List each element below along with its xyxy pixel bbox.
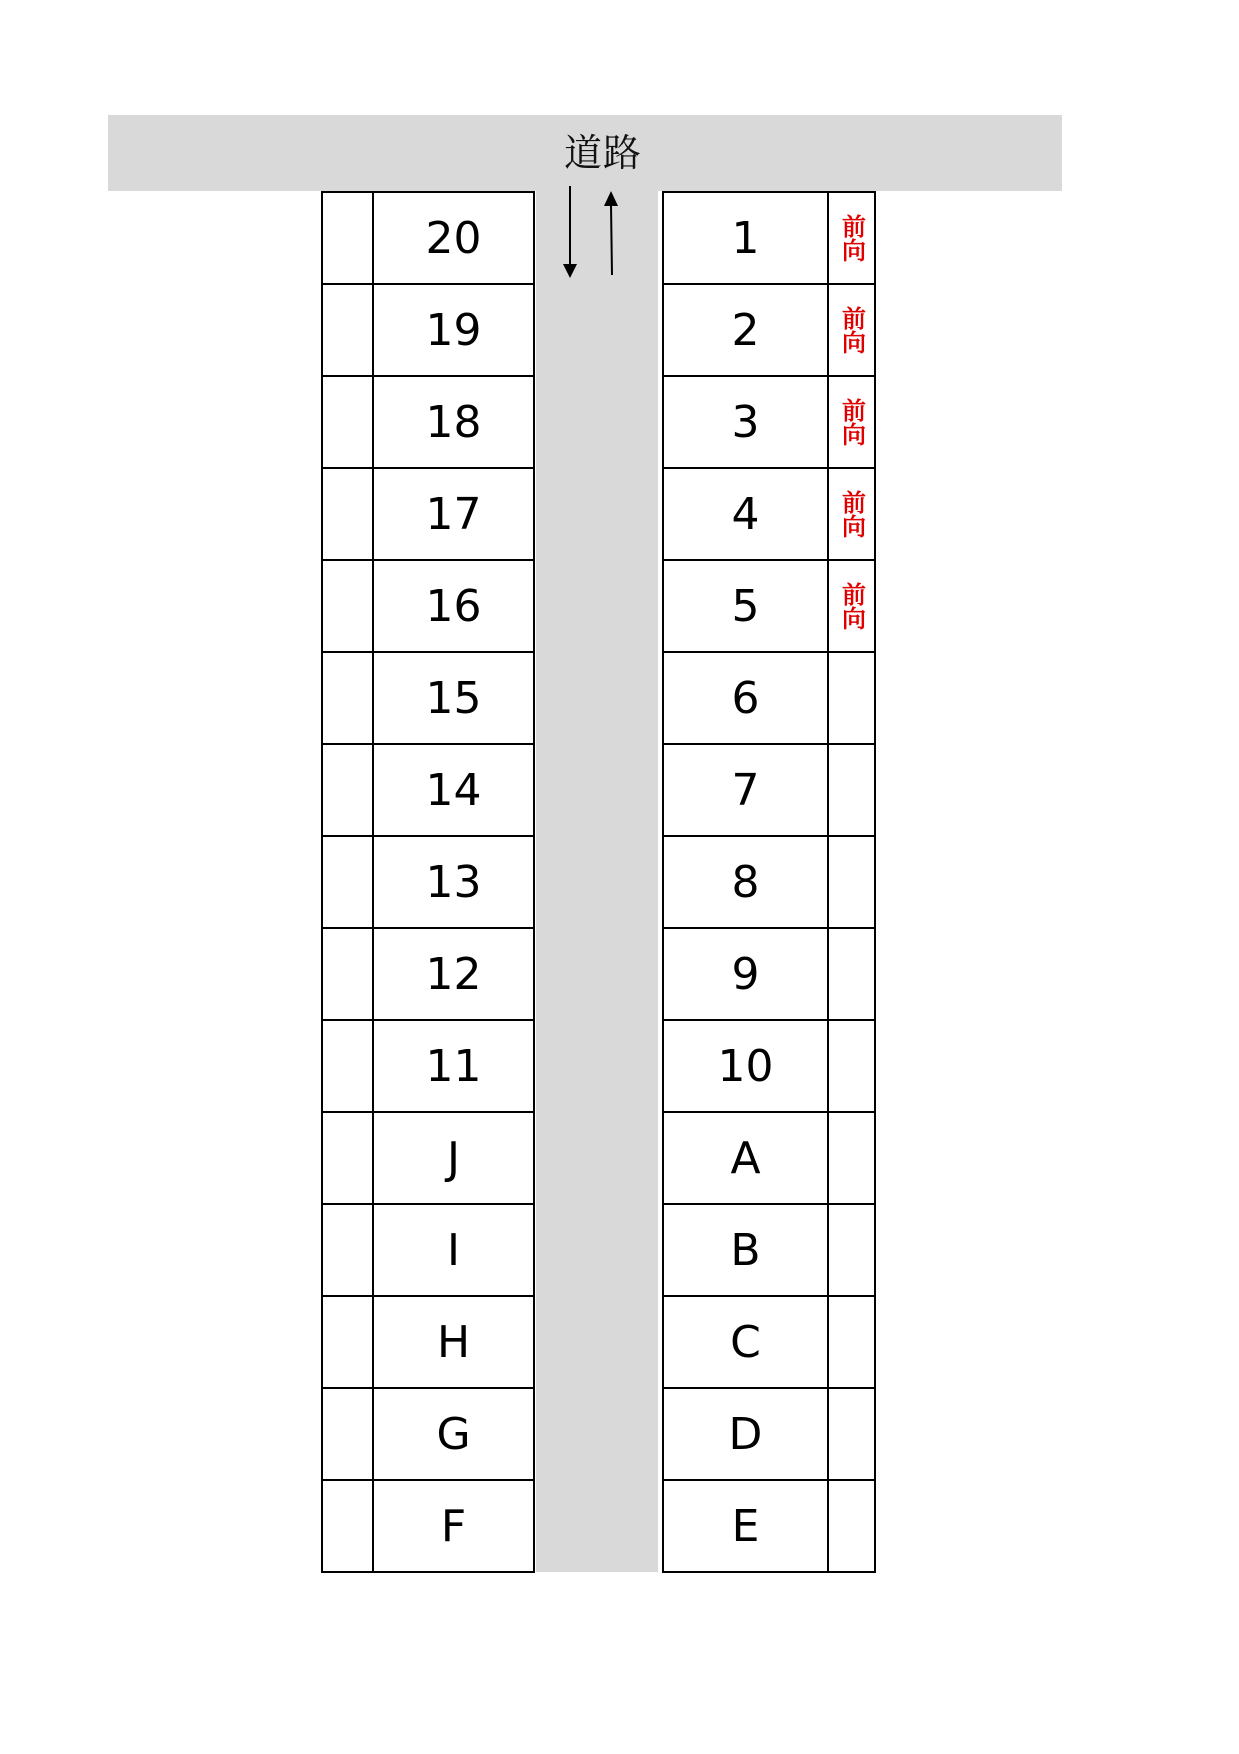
parking-slot[interactable] bbox=[372, 283, 535, 375]
side-cell bbox=[321, 651, 372, 743]
slot-label: 5 bbox=[731, 580, 760, 632]
parking-slot[interactable] bbox=[372, 1111, 535, 1203]
slot-label: 2 bbox=[731, 304, 760, 356]
side-cell bbox=[321, 743, 372, 835]
parking-row bbox=[662, 1019, 876, 1111]
side-cell bbox=[827, 743, 876, 835]
parking-slot[interactable] bbox=[662, 375, 827, 467]
parking-row bbox=[662, 1203, 876, 1295]
parking-slot[interactable] bbox=[372, 1479, 535, 1573]
parking-row bbox=[321, 559, 535, 651]
side-cell bbox=[827, 835, 876, 927]
parking-slot[interactable] bbox=[662, 283, 827, 375]
parking-slot[interactable] bbox=[372, 1203, 535, 1295]
left-parking-column bbox=[321, 191, 535, 1571]
side-cell bbox=[827, 1479, 876, 1573]
slot-label: D bbox=[728, 1408, 763, 1460]
slot-label: 16 bbox=[425, 580, 482, 632]
parking-row bbox=[662, 375, 876, 467]
side-cell bbox=[321, 559, 372, 651]
slot-label: E bbox=[731, 1500, 760, 1552]
side-cell bbox=[321, 1203, 372, 1295]
side-cell bbox=[827, 191, 876, 283]
front-facing-note: 前向 bbox=[837, 582, 866, 630]
parking-slot[interactable] bbox=[662, 651, 827, 743]
driveway-aisle bbox=[536, 191, 658, 1572]
side-cell bbox=[827, 1203, 876, 1295]
side-cell bbox=[321, 467, 372, 559]
parking-slot[interactable] bbox=[372, 1019, 535, 1111]
slot-label: 14 bbox=[425, 764, 482, 816]
side-cell bbox=[321, 1387, 372, 1479]
side-cell bbox=[827, 467, 876, 559]
front-facing-note: 前向 bbox=[837, 306, 866, 354]
parking-slot[interactable] bbox=[662, 743, 827, 835]
side-cell bbox=[321, 1019, 372, 1111]
side-cell bbox=[827, 559, 876, 651]
slot-label: J bbox=[447, 1132, 460, 1184]
parking-row bbox=[321, 743, 535, 835]
parking-row bbox=[321, 283, 535, 375]
front-facing-note: 前向 bbox=[837, 490, 866, 538]
side-cell bbox=[827, 927, 876, 1019]
side-cell bbox=[321, 375, 372, 467]
slot-label: B bbox=[730, 1224, 761, 1276]
side-cell bbox=[827, 1387, 876, 1479]
parking-row bbox=[662, 467, 876, 559]
parking-row bbox=[321, 467, 535, 559]
slot-label: 10 bbox=[717, 1040, 774, 1092]
parking-slot[interactable] bbox=[372, 835, 535, 927]
slot-label: 11 bbox=[425, 1040, 482, 1092]
parking-slot[interactable] bbox=[662, 1479, 827, 1573]
front-facing-note: 前向 bbox=[837, 398, 866, 446]
parking-row bbox=[321, 927, 535, 1019]
parking-slot[interactable] bbox=[372, 191, 535, 283]
parking-row bbox=[662, 927, 876, 1019]
parking-row bbox=[321, 1111, 535, 1203]
parking-row bbox=[662, 1295, 876, 1387]
slot-label: 18 bbox=[425, 396, 482, 448]
parking-row bbox=[662, 283, 876, 375]
parking-slot[interactable] bbox=[662, 835, 827, 927]
slot-label: 12 bbox=[425, 948, 482, 1000]
parking-row bbox=[321, 1203, 535, 1295]
parking-row bbox=[321, 1295, 535, 1387]
side-cell bbox=[321, 283, 372, 375]
parking-slot[interactable] bbox=[662, 927, 827, 1019]
slot-label: A bbox=[730, 1132, 761, 1184]
parking-slot[interactable] bbox=[372, 743, 535, 835]
slot-label: 6 bbox=[731, 672, 760, 724]
slot-label: 20 bbox=[425, 212, 482, 264]
parking-slot[interactable] bbox=[662, 1019, 827, 1111]
side-cell bbox=[827, 1019, 876, 1111]
side-cell bbox=[321, 1295, 372, 1387]
slot-label: 7 bbox=[731, 764, 760, 816]
parking-slot[interactable] bbox=[372, 375, 535, 467]
parking-row bbox=[662, 559, 876, 651]
slot-label: 1 bbox=[731, 212, 760, 264]
parking-slot[interactable] bbox=[372, 467, 535, 559]
side-cell bbox=[321, 1479, 372, 1573]
parking-slot[interactable] bbox=[662, 1295, 827, 1387]
slot-label: H bbox=[436, 1316, 471, 1368]
parking-slot[interactable] bbox=[372, 559, 535, 651]
road-label: 道路 bbox=[563, 131, 642, 175]
slot-label: 15 bbox=[425, 672, 482, 724]
side-cell bbox=[827, 283, 876, 375]
slot-label: I bbox=[447, 1224, 460, 1276]
side-cell bbox=[321, 191, 372, 283]
parking-row bbox=[321, 651, 535, 743]
side-cell bbox=[827, 1295, 876, 1387]
parking-slot[interactable] bbox=[662, 467, 827, 559]
right-parking-column bbox=[662, 191, 876, 1571]
parking-slot[interactable] bbox=[372, 1387, 535, 1479]
parking-slot[interactable] bbox=[372, 927, 535, 1019]
side-cell bbox=[827, 651, 876, 743]
slot-label: 3 bbox=[731, 396, 760, 448]
slot-label: 17 bbox=[425, 488, 482, 540]
slot-label: 19 bbox=[425, 304, 482, 356]
parking-row bbox=[321, 1387, 535, 1479]
parking-slot[interactable] bbox=[662, 559, 827, 651]
parking-row bbox=[662, 1479, 876, 1571]
parking-row bbox=[662, 191, 876, 283]
slot-label: 4 bbox=[731, 488, 760, 540]
front-facing-note: 前向 bbox=[837, 214, 866, 262]
slot-label: G bbox=[436, 1408, 471, 1460]
parking-row bbox=[321, 1019, 535, 1111]
side-cell bbox=[321, 927, 372, 1019]
parking-row bbox=[662, 835, 876, 927]
parking-slot[interactable] bbox=[662, 1203, 827, 1295]
side-cell bbox=[827, 375, 876, 467]
parking-row bbox=[321, 375, 535, 467]
parking-row bbox=[662, 1111, 876, 1203]
slot-label: 13 bbox=[425, 856, 482, 908]
parking-row bbox=[662, 1387, 876, 1479]
parking-slot[interactable] bbox=[372, 1295, 535, 1387]
parking-row bbox=[321, 1479, 535, 1571]
parking-slot[interactable] bbox=[372, 651, 535, 743]
parking-row bbox=[662, 651, 876, 743]
side-cell bbox=[827, 1111, 876, 1203]
side-cell bbox=[321, 835, 372, 927]
parking-row bbox=[662, 743, 876, 835]
slot-label: 8 bbox=[731, 856, 760, 908]
side-cell bbox=[321, 1111, 372, 1203]
parking-row bbox=[321, 191, 535, 283]
parking-row bbox=[321, 835, 535, 927]
slot-label: 9 bbox=[731, 948, 760, 1000]
parking-slot[interactable] bbox=[662, 1387, 827, 1479]
slot-label: C bbox=[730, 1316, 761, 1368]
parking-slot[interactable] bbox=[662, 191, 827, 283]
parking-slot[interactable] bbox=[662, 1111, 827, 1203]
slot-label: F bbox=[440, 1500, 467, 1552]
